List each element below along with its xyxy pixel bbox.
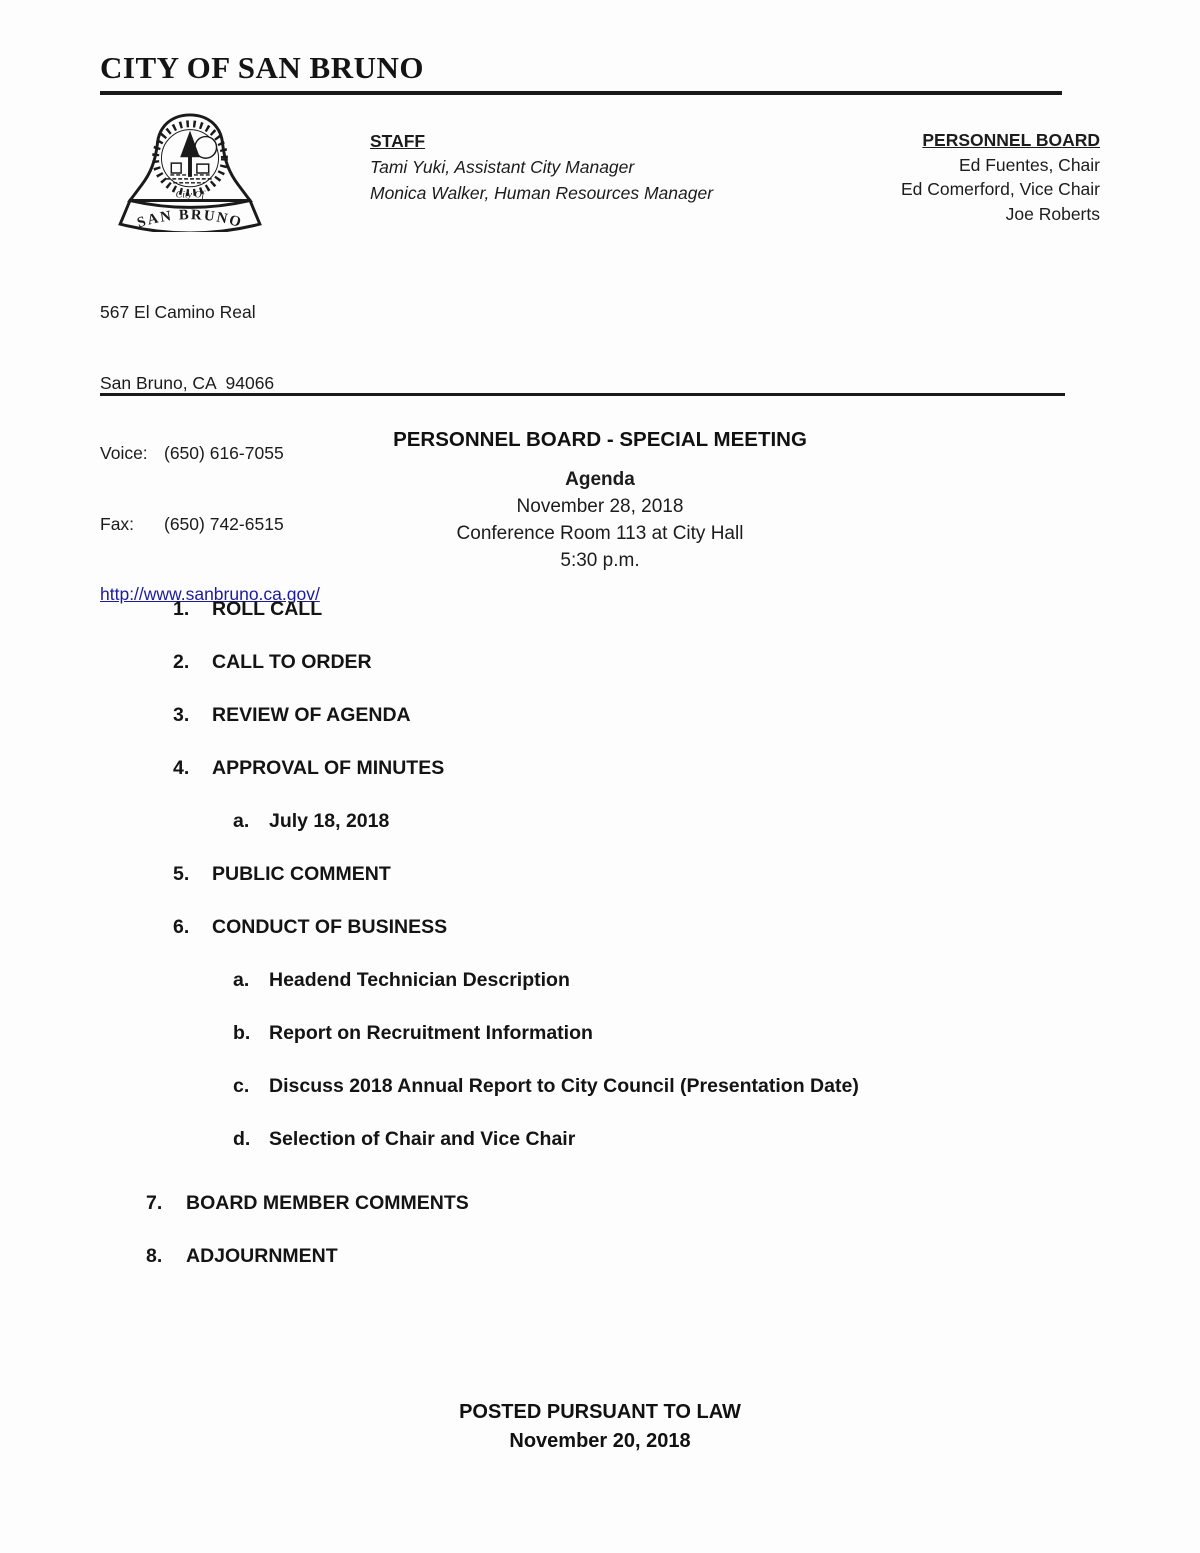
meeting-header <box>100 426 1100 574</box>
address-line: 567 El Camino Real <box>100 302 256 322</box>
agenda-item-6 <box>100 914 1110 940</box>
item-number: 3. <box>173 704 190 726</box>
voice-label: Voice: <box>100 443 148 463</box>
agenda-item-6b <box>100 1020 1110 1046</box>
fax-number: (650) 742-6515 <box>164 513 284 534</box>
item-number: 2. <box>173 651 190 673</box>
item-number: 6. <box>173 916 190 938</box>
seal-caption-city-of: City Of <box>175 189 205 201</box>
seal-caption-san-bruno: SAN BRUNO <box>135 207 245 232</box>
agenda-item-6c <box>100 1073 1110 1099</box>
agenda-item-4 <box>100 755 1110 781</box>
personnel-board-column <box>780 128 1100 226</box>
meeting-date: November 28, 2018 <box>516 496 684 517</box>
city-seal-logo <box>116 110 264 232</box>
item-label: Report on Recruitment Information <box>269 1022 593 1044</box>
item-label: PUBLIC COMMENT <box>212 863 391 885</box>
item-number: 8. <box>146 1245 163 1267</box>
board-member: Ed Fuentes, Chair <box>958 154 1100 175</box>
address-line: San Bruno, CA 94066 <box>100 372 275 393</box>
meeting-location: Conference Room 113 at City Hall <box>456 523 744 544</box>
header-divider-rule <box>100 393 1065 396</box>
item-letter: d. <box>233 1128 251 1150</box>
agenda-item-7 <box>100 1190 1110 1216</box>
masthead-rule <box>100 91 1062 95</box>
item-letter: c. <box>233 1075 250 1097</box>
agenda-item-6d <box>100 1126 1110 1152</box>
website-link[interactable]: http://www.sanbruno.ca.gov/ <box>100 584 320 604</box>
agenda-item-5 <box>100 861 1110 887</box>
item-label: ADJOURNMENT <box>186 1245 338 1267</box>
agenda-item-2 <box>100 649 1110 675</box>
item-number: 1. <box>173 598 190 620</box>
board-member: Ed Comerford, Vice Chair <box>900 179 1100 199</box>
item-label: BOARD MEMBER COMMENTS <box>186 1192 469 1214</box>
item-letter: b. <box>233 1022 251 1044</box>
posting-notice-line2: November 20, 2018 <box>509 1430 691 1452</box>
staff-member: Monica Walker, Human Resources Manager <box>370 183 714 203</box>
item-label: APPROVAL OF MINUTES <box>212 757 445 779</box>
item-number: 5. <box>173 863 190 885</box>
item-number: 4. <box>173 757 190 779</box>
item-label: CALL TO ORDER <box>212 651 372 673</box>
item-number: 7. <box>146 1192 163 1214</box>
staff-column <box>370 128 713 206</box>
item-label: July 18, 2018 <box>269 810 390 832</box>
item-letter: a. <box>233 969 250 991</box>
agenda-item-3 <box>100 702 1110 728</box>
meeting-time: 5:30 p.m. <box>560 550 640 571</box>
board-member: Joe Roberts <box>1005 203 1100 224</box>
item-label: Headend Technician Description <box>269 969 570 991</box>
agenda-item-4a <box>100 808 1110 834</box>
item-label: Discuss 2018 Annual Report to City Council (Presentation Date) <box>269 1075 859 1097</box>
item-label: Selection of Chair and Vice Chair <box>269 1128 576 1150</box>
fax-label: Fax: <box>100 513 135 534</box>
voice-number: (650) 616-7055 <box>164 443 284 463</box>
item-letter: a. <box>233 810 250 832</box>
posting-notice <box>100 1398 1100 1456</box>
posting-notice-line1: POSTED PURSUANT TO LAW <box>459 1401 741 1423</box>
meeting-subtitle: Agenda <box>565 469 635 490</box>
agenda-list <box>100 596 1110 1296</box>
staff-member: Tami Yuki, Assistant City Manager <box>370 157 635 177</box>
item-label: ROLL CALL <box>212 598 323 620</box>
agenda-item-6a <box>100 967 1110 993</box>
item-label: REVIEW OF AGENDA <box>212 704 411 726</box>
city-masthead-title: CITY OF SAN BRUNO <box>100 50 424 85</box>
agenda-item-1 <box>100 596 1110 622</box>
item-label: CONDUCT OF BUSINESS <box>212 916 448 938</box>
board-heading: PERSONNEL BOARD <box>922 130 1100 150</box>
meeting-title: PERSONNEL BOARD - SPECIAL MEETING <box>393 428 807 451</box>
staff-heading: STAFF <box>370 131 426 151</box>
agenda-item-8 <box>100 1243 1110 1269</box>
